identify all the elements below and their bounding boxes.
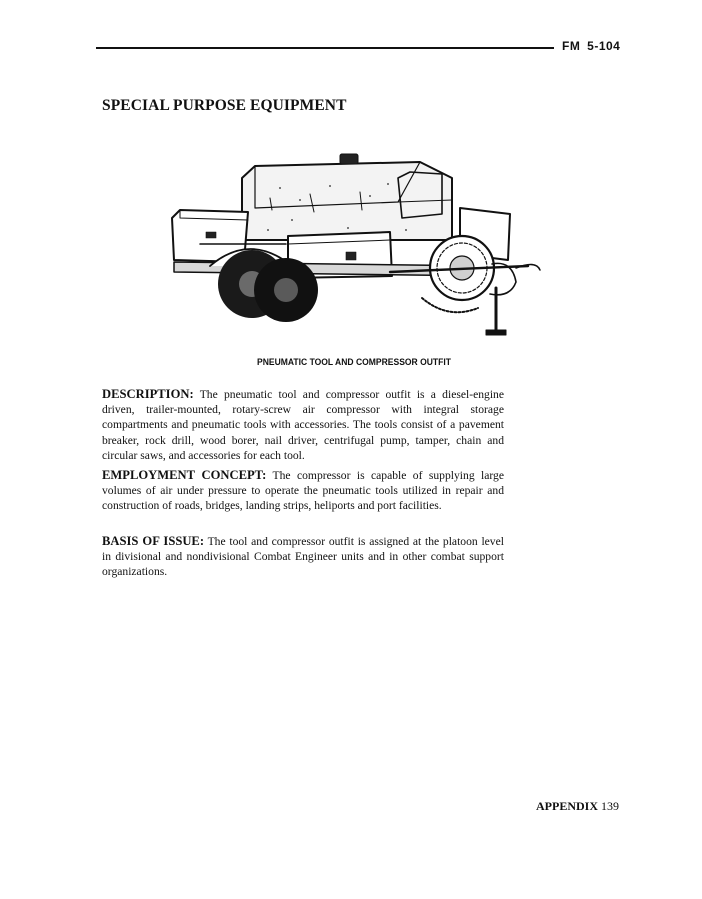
footer-label: APPENDIX (536, 799, 598, 813)
description-label: DESCRIPTION: (102, 387, 194, 401)
header-rule (96, 47, 554, 49)
employment-concept-label: EMPLOYMENT CONCEPT: (102, 468, 267, 482)
description-text: The pneumatic tool and compressor outfit is a diesel-engine driven, trailer-mounted, rotary-screw air compressor with integral storage compartments and pneumatic tools with accessories. The tools consist of a pavement breaker, rock drill, wood borer, nail driver, centrifugal pump, tamper, chain and circular saws, and accessories for each tool. (102, 388, 504, 462)
basis-of-issue-label: BASIS OF ISSUE: (102, 534, 205, 548)
compressor-trailer-icon (160, 148, 550, 353)
figure-caption: PNEUMATIC TOOL AND COMPRESSOR OUTFIT (257, 357, 451, 368)
description-paragraph (102, 387, 504, 463)
basis-of-issue-paragraph (102, 534, 504, 580)
page-number: 139 (601, 799, 619, 813)
basis-of-issue-text: The tool and compressor outfit is assigned at the platoon level in divisional and nondivisional Combat Engineer units and in other combat support organizations. (102, 535, 504, 579)
manual-id: FM 5-104 (562, 39, 621, 53)
employment-concept-paragraph (102, 468, 504, 514)
section-title: SPECIAL PURPOSE EQUIPMENT (102, 97, 347, 114)
employment-concept-text: The compressor is capable of supplying large volumes of air under pressure to operate the pneumatic tools utilized in repair and construction of roads, bridges, landing strips, heliports and port facilities. (102, 469, 504, 513)
compressor-trailer-illustration (160, 148, 550, 353)
page-footer (536, 799, 619, 814)
